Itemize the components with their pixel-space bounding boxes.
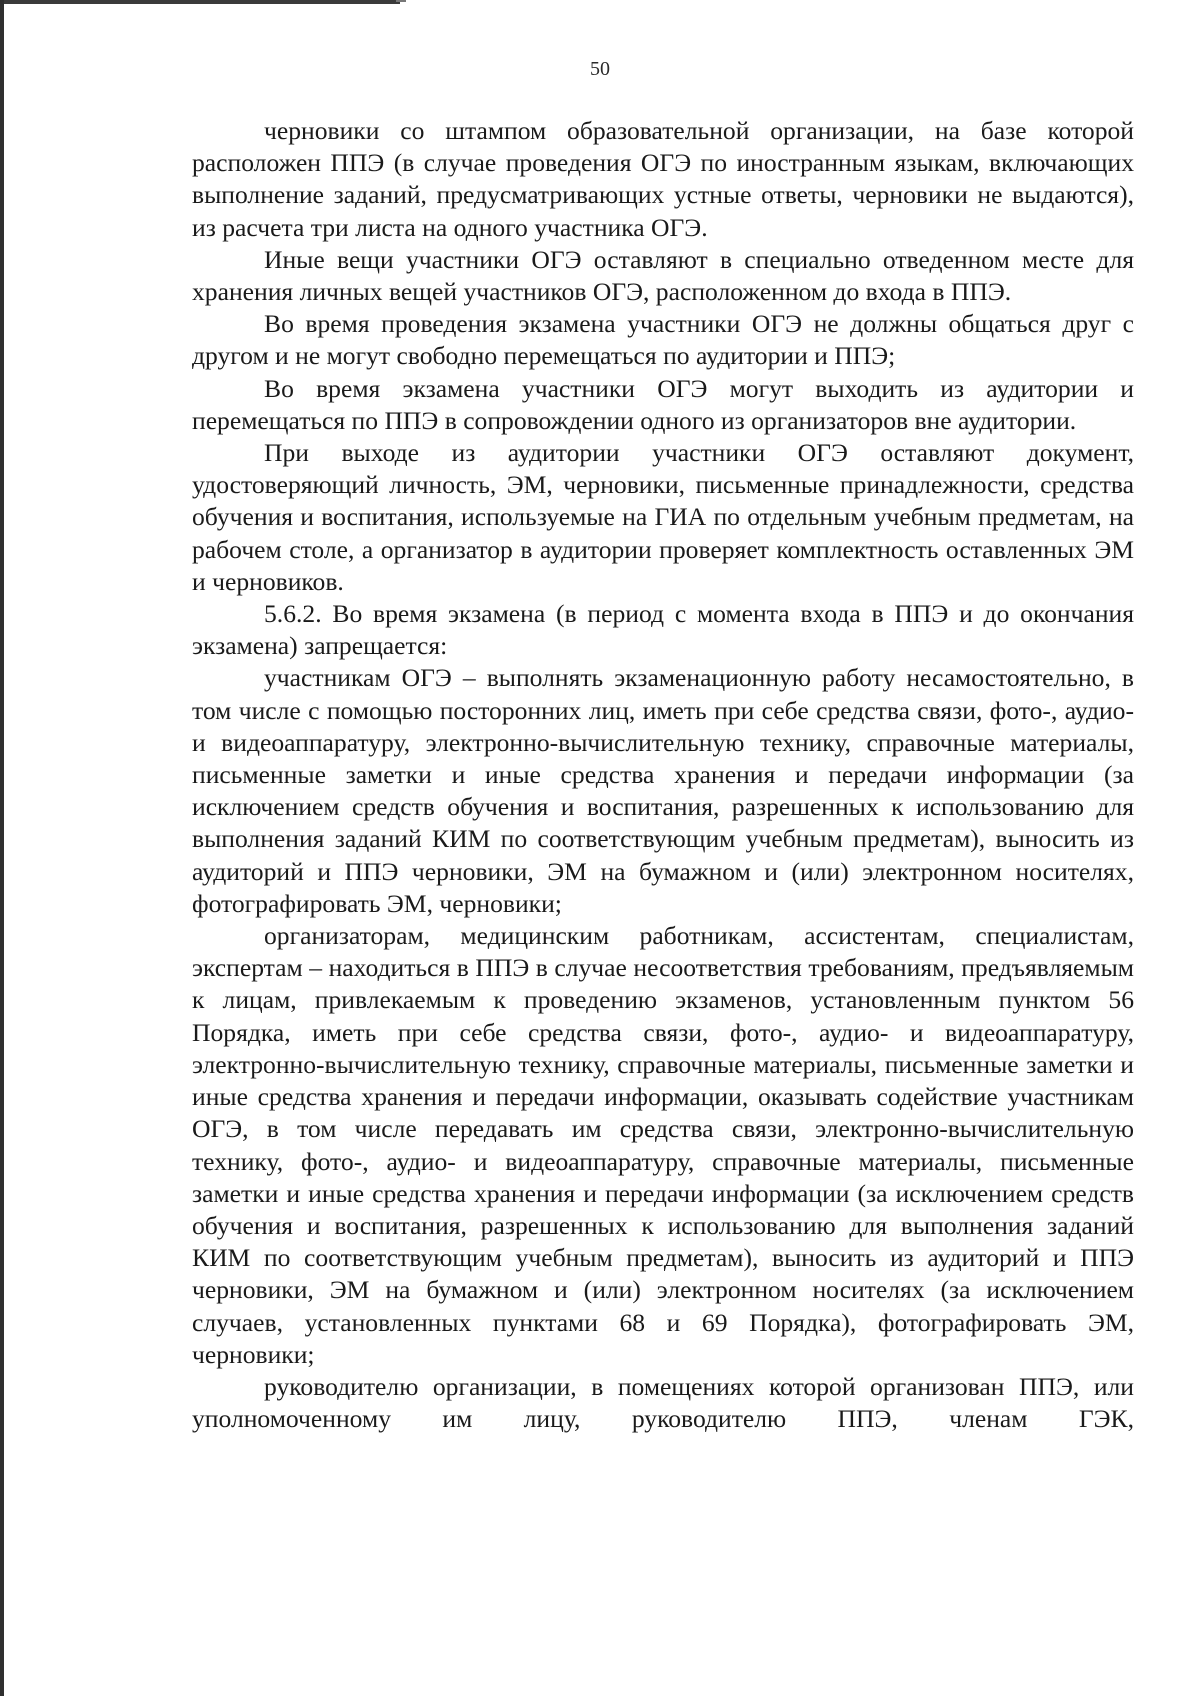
paragraph-leaving-room: Во время экзамена участники ОГЭ могут выходить из аудитории и перемещаться по ППЭ в сопровождении одного из организаторов вне аудитории.	[192, 373, 1134, 435]
paragraph-section-5-6-2: 5.6.2. Во время экзамена (в период с момента входа в ППЭ и до окончания экзамена) запрещается:	[192, 599, 1134, 661]
scan-border-tick	[396, 0, 406, 2]
paragraph-personal-items: Иные вещи участники ОГЭ оставляют в специально отведенном месте для хранения личных вещей участников ОГЭ, расположенном до входа в ППЭ.	[192, 244, 1134, 307]
page-number: 50	[590, 58, 610, 80]
paragraph-staff-prohibitions: организаторам, медицинским работникам, ассистентам, специалистам, экспертам – находиться в ППЭ в случае несоответствия требованиям, предъявляемым к лицам, привлекаемым к проведению экзаменов, установленным пунктом 56 Порядка, иметь при себе средства связи, фото-, аудио- и видеоаппаратуру, электронно-вычислительную технику, справочные материалы, письменные заметки и иные средства хранения и передачи информации, оказывать содействие участникам ОГЭ, в том числе передавать им средства связи, электронно-вычислительную технику, фото-, аудио- и видеоаппаратуру, справочные материалы, письменные заметки и иные средства хранения и передачи информации (за исключением средств обучения и воспитания, разрешенных к использованию для выполнения заданий КИМ по соответствующим учебным предметам), выносить из аудиторий и ППЭ черновики, ЭМ на бумажном и (или) электронном носителях (за исключением случаев, установленных пунктами 68 и 69 Порядка), фотографировать ЭМ, черновики;	[192, 921, 1134, 1369]
paragraph-participants-prohibitions: участникам ОГЭ – выполнять экзаменационную работу несамостоятельно, в том числе с помощью посторонних лиц, иметь при себе средства связи, фото-, аудио- и видеоаппаратуру, электронно-вычислительную технику, справочные материалы, письменные заметки и иные средства хранения и передачи информации (за исключением средств обучения и воспитания, разрешенных к использованию для выполнения заданий КИМ по соответствующим учебным предметам), выносить из аудиторий и ППЭ черновики, ЭМ на бумажном и (или) электронном носителях, фотографировать ЭМ, черновики;	[192, 663, 1134, 918]
paragraph-drafts-stamp: черновики со штампом образовательной организации, на базе которой расположен ППЭ (в случае проведения ОГЭ по иностранным языкам, включающих выполнение заданий, предусматривающих устные ответы, черновики не выдаются), из расчета три листа на одного участника ОГЭ.	[192, 116, 1134, 242]
paragraph-no-communication: Во время проведения экзамена участники ОГЭ не должны общаться друг с другом и не могут свободно перемещаться по аудитории и ППЭ;	[192, 309, 1134, 371]
paragraph-items-left-behind: При выходе из аудитории участники ОГЭ оставляют документ, удостоверяющий личность, ЭМ, черновики, письменные принадлежности, средства обучения и воспитания, используемые на ГИА по отдельным учебным предметам, на рабочем столе, а организатор в аудитории проверяет комплектность оставленных ЭМ и черновиков.	[192, 438, 1134, 596]
scan-border-left	[0, 0, 4, 1696]
paragraph-head-of-organization: руководителю организации, в помещениях которой организован ППЭ, или уполномоченному им лицу, руководителю ППЭ, членам ГЭК,	[192, 1371, 1134, 1434]
document-body	[192, 115, 1134, 1435]
scan-border-top	[0, 0, 400, 4]
